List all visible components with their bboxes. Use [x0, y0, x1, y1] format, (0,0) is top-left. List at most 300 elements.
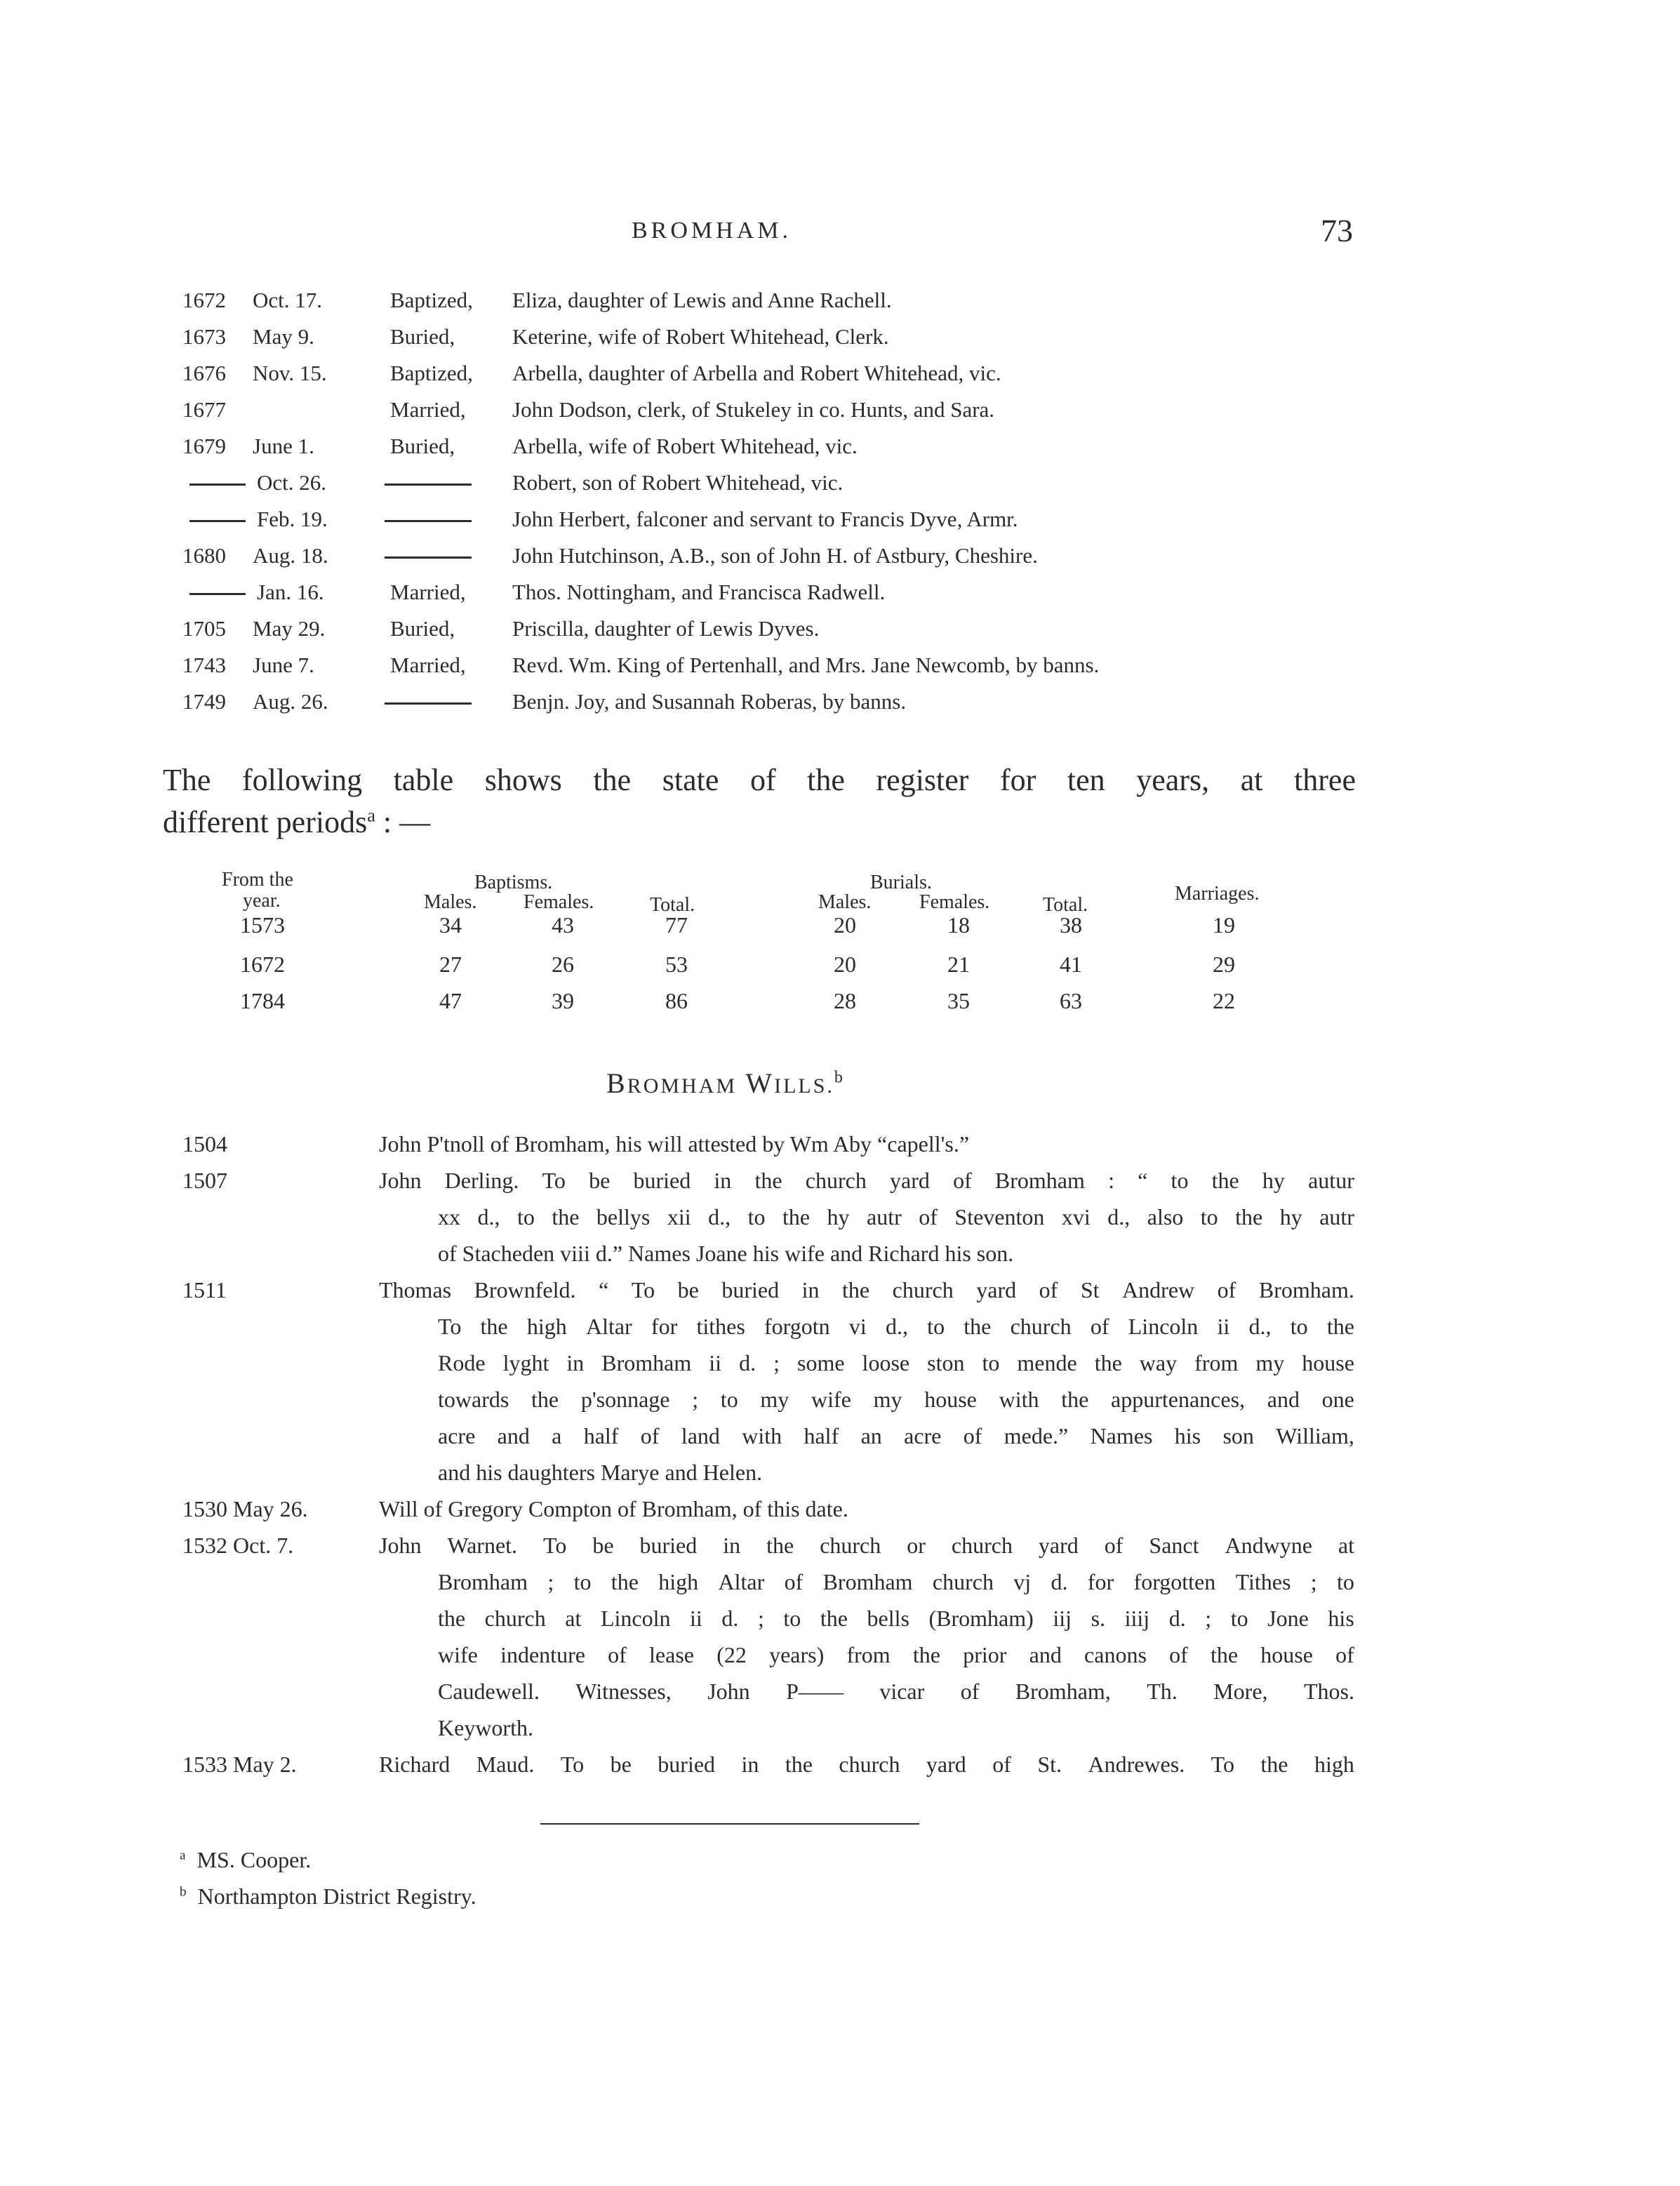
will-word: the [785, 1752, 813, 1777]
register-entry-text: John Hutchinson, A.B., son of John H. of Astbury, Cheshire. [512, 543, 1038, 568]
will-word: the [1326, 1314, 1354, 1339]
will-text [379, 1162, 1354, 1272]
register-row [0, 580, 1680, 616]
table-cell-bap-f: 39 [552, 988, 574, 1013]
will-word: be [610, 1752, 632, 1777]
will-word: yard [976, 1277, 1017, 1302]
ditto-dash [385, 484, 472, 486]
ditto-dash [189, 520, 246, 522]
register-date-text: Nov. 15. [253, 361, 327, 385]
register-date-text: June 1. [253, 434, 314, 458]
will-word: of [953, 1168, 972, 1193]
will-word: Warnet. [447, 1533, 518, 1558]
wills-heading-cap-1: B [606, 1067, 627, 1099]
register-date [253, 434, 314, 459]
ditto-dash [385, 520, 472, 522]
register-date [253, 543, 328, 568]
will-word: be [589, 1168, 611, 1193]
will-word: in [714, 1168, 732, 1193]
will-word: d., [885, 1314, 908, 1339]
will-word: way [1139, 1350, 1178, 1375]
will-word: and [1029, 1642, 1062, 1667]
will-word: to [747, 1204, 766, 1229]
will-word: hy [1262, 1168, 1285, 1193]
will-word: More, [1213, 1679, 1268, 1704]
will-word: in [566, 1350, 585, 1375]
intro-line-1 [163, 759, 1356, 801]
will-word: forgotn [764, 1314, 830, 1339]
will-line: Keyworth. [438, 1715, 533, 1740]
will-word: Brownfeld. [474, 1277, 576, 1302]
will-word: yard [1038, 1533, 1079, 1558]
will-word: d., [1248, 1314, 1272, 1339]
will-line: of Stacheden viii d.” Names Joane his wife and Richard his son. [438, 1241, 1014, 1266]
will-word: of [960, 1679, 980, 1704]
will-word: hy [1279, 1204, 1302, 1229]
col-header-bap-total: Total. [650, 894, 695, 916]
intro-line-2-suffix: : — [375, 805, 431, 839]
will-word: the [1210, 1642, 1239, 1667]
will-word: ; [692, 1387, 699, 1412]
will-word: of [1104, 1533, 1124, 1558]
will-line [379, 1600, 1354, 1637]
table-cell-year: 1573 [240, 912, 285, 938]
will-word: one [1321, 1387, 1354, 1412]
will-word: to [1290, 1314, 1308, 1339]
will-line [379, 1673, 1354, 1710]
will-word: church [1010, 1314, 1072, 1339]
will-word: Rode [438, 1350, 486, 1375]
table-cell-bur-m: 28 [834, 988, 856, 1013]
will-word: my [1255, 1350, 1285, 1375]
register-year: 1743 [182, 653, 226, 677]
will-word: some [796, 1350, 845, 1375]
register-type: Buried, [390, 616, 455, 641]
col-header-bur-females: Females. [919, 891, 990, 913]
table-cell-year: 1784 [240, 988, 285, 1013]
will-word: xvi [1061, 1204, 1091, 1229]
table-cell-mar: 22 [1213, 988, 1235, 1013]
register-entry-text: John Dodson, clerk, of Stukeley in co. Hunts, and Sara. [512, 397, 995, 422]
will-word: the [1061, 1387, 1089, 1412]
will-year: 1504 [182, 1131, 227, 1157]
intro-word: table [393, 763, 454, 797]
table-cell-bap-t: 53 [665, 952, 688, 977]
will-word: “ [599, 1277, 609, 1302]
intro-word: state [662, 763, 719, 797]
will-word: (22 [716, 1642, 747, 1667]
register-type: Baptized, [390, 288, 473, 312]
will-year: 1511 [182, 1277, 227, 1302]
will-word: ; [773, 1350, 780, 1375]
will-word: church [820, 1533, 881, 1558]
will-word: St [1080, 1277, 1100, 1302]
register-date-text: Feb. 19. [257, 507, 328, 531]
will-word: church [839, 1752, 900, 1777]
table-cell-bap-m: 27 [439, 952, 462, 977]
will-word: towards [438, 1387, 509, 1412]
register-date-text: Aug. 18. [253, 543, 328, 568]
will-line [379, 1418, 1354, 1454]
will-word: Lincoln [600, 1606, 671, 1631]
register-type [385, 470, 472, 495]
will-word: to [720, 1387, 738, 1412]
intro-word: for [1000, 763, 1036, 797]
register-type [385, 507, 472, 532]
will-word: Th. [1147, 1679, 1178, 1704]
will-word: vj [1013, 1569, 1032, 1594]
register-entry-text: Arbella, wife of Robert Whitehead, vic. [512, 434, 858, 458]
will-word: in [723, 1533, 741, 1558]
register-type [385, 543, 472, 568]
register-entry-text: John Herbert, falconer and servant to Francis Dyve, Armr. [512, 507, 1018, 531]
will-word: a [552, 1423, 562, 1448]
will-word: of [992, 1752, 1011, 1777]
will-word: tithes [696, 1314, 745, 1339]
will-word: the [912, 1642, 940, 1667]
will-word: lease [649, 1642, 694, 1667]
will-word: of [1039, 1277, 1058, 1302]
will-word: ston [927, 1350, 965, 1375]
register-year: 1749 [182, 689, 226, 714]
will-word: buried [658, 1752, 716, 1777]
will-line [379, 1162, 1354, 1199]
will-word: acre [904, 1423, 942, 1448]
register-date [189, 507, 328, 532]
will-word: John [379, 1533, 422, 1558]
will-word: autur [1308, 1168, 1354, 1193]
register-date-text: Aug. 26. [253, 689, 328, 714]
will-word: church [805, 1168, 867, 1193]
will-word: : [1108, 1168, 1114, 1193]
will-word: mende [1017, 1350, 1077, 1375]
will-word: Altar [718, 1569, 765, 1594]
intro-word: shows [484, 763, 562, 797]
will-word: lyght [502, 1350, 549, 1375]
table-cell-bur-t: 63 [1060, 988, 1082, 1013]
will-word: indenture [500, 1642, 585, 1667]
will-word: canons [1084, 1642, 1147, 1667]
will-word: “ [1138, 1168, 1148, 1193]
will-word: the [611, 1569, 639, 1594]
col-header-from-1: From the [222, 869, 293, 891]
will-word: buried [633, 1168, 691, 1193]
will-word: Tithes [1235, 1569, 1291, 1594]
will-word: Caudewell. [438, 1679, 540, 1704]
will-word: also [1147, 1204, 1184, 1229]
will-word: St. [1037, 1752, 1062, 1777]
will-word: to [1337, 1569, 1354, 1594]
will-line [379, 1381, 1354, 1418]
will-line: Will of Gregory Compton of Bromham, of this date. [379, 1496, 848, 1521]
will-word: church [484, 1606, 546, 1631]
intro-line-2 [163, 801, 1356, 844]
will-word: my [873, 1387, 902, 1412]
will-word: To [560, 1752, 585, 1777]
table-cell-bur-f: 35 [947, 988, 970, 1013]
register-type: Married, [390, 397, 466, 422]
table-cell-bur-f: 21 [947, 952, 970, 977]
table-cell-year: 1672 [240, 952, 285, 977]
register-row [0, 507, 1680, 543]
register-entry-text: Keterine, wife of Robert Whitehead, Clerk. [512, 324, 889, 349]
will-word: p'sonnage [580, 1387, 670, 1412]
page-number: 73 [1321, 213, 1353, 248]
will-text [379, 1272, 1354, 1491]
will-word: iiij [1124, 1606, 1150, 1631]
will-word: vi [848, 1314, 867, 1339]
intro-word: three [1294, 763, 1356, 797]
will-word: be [592, 1533, 614, 1558]
will-word: to [573, 1569, 592, 1594]
will-word: of [1169, 1642, 1188, 1667]
will-line [379, 1308, 1354, 1345]
will-word: the [552, 1204, 580, 1229]
will-word: church [951, 1533, 1013, 1558]
will-word: John [707, 1679, 750, 1704]
will-word: the [782, 1204, 811, 1229]
register-row [0, 653, 1680, 689]
will-word: house [924, 1387, 977, 1412]
register-row [0, 361, 1680, 397]
will-text [379, 1126, 1354, 1162]
will-word: the [766, 1533, 794, 1558]
will-line [379, 1527, 1354, 1564]
register-type: Buried, [390, 324, 455, 349]
will-word: buried [721, 1277, 780, 1302]
wills-heading-rest-1: ROMHAM [627, 1074, 738, 1098]
will-word: years) [769, 1642, 825, 1667]
will-word: in [741, 1752, 759, 1777]
register-row [0, 397, 1680, 434]
will-word: to [783, 1606, 801, 1631]
will-word: Bromham [601, 1350, 692, 1375]
will-word: To [631, 1277, 655, 1302]
will-text [379, 1491, 1354, 1527]
will-word: at [565, 1606, 582, 1631]
will-word: the [1235, 1204, 1263, 1229]
register-date [189, 580, 324, 605]
will-word: buried [639, 1533, 698, 1558]
will-word: land [681, 1423, 720, 1448]
will-word: the [531, 1387, 559, 1412]
will-word: high [526, 1314, 567, 1339]
will-word: Sanct [1149, 1533, 1199, 1558]
table-cell-bur-t: 38 [1060, 912, 1082, 938]
register-row [0, 434, 1680, 470]
will-word: yard [926, 1752, 966, 1777]
table-cell-mar: 19 [1213, 912, 1235, 938]
register-entry-text: Revd. Wm. King of Pertenhall, and Mrs. Jane Newcomb, by banns. [512, 653, 1100, 677]
wills-heading-cap-2: W [745, 1067, 775, 1099]
ditto-dash [189, 593, 246, 595]
will-word: of [608, 1642, 627, 1667]
will-word: an [860, 1423, 882, 1448]
will-word: high [658, 1569, 699, 1594]
will-word: prior [963, 1642, 1007, 1667]
will-word: the [754, 1168, 782, 1193]
footnote-a-marker: a [180, 1848, 186, 1863]
footnote-rule [540, 1823, 919, 1825]
register-date-text: Oct. 26. [257, 470, 327, 495]
intro-word: the [807, 763, 845, 797]
register-row [0, 324, 1680, 361]
will-word: d. [1168, 1606, 1186, 1631]
intro-word: the [593, 763, 632, 797]
will-word: Jone [1267, 1606, 1309, 1631]
register-entry-text: Eliza, daughter of Lewis and Anne Rachell. [512, 288, 892, 312]
will-word: forgotten [1133, 1569, 1216, 1594]
will-year: 1507 [182, 1168, 227, 1193]
will-word: and [497, 1423, 530, 1448]
will-word: Steventon [954, 1204, 1045, 1229]
register-type: Buried, [390, 434, 455, 458]
table-cell-bap-m: 47 [439, 988, 462, 1013]
will-word: my [760, 1387, 789, 1412]
table-cell-bur-f: 18 [947, 912, 970, 938]
register-date-text: May 29. [253, 616, 326, 641]
running-title: BROMHAM. [632, 218, 792, 244]
will-line: and his daughters Marye and Helen. [438, 1460, 763, 1485]
will-word: from [846, 1642, 891, 1667]
register-type: Married, [390, 653, 466, 677]
will-word: bellys [596, 1204, 651, 1229]
wills-heading-rest-2: ILLS. [774, 1074, 834, 1098]
intro-word: of [749, 763, 776, 797]
table-intro-paragraph [163, 759, 1356, 844]
will-word: Altar [585, 1314, 632, 1339]
intro-line-2-text: different periods [163, 805, 368, 839]
table-cell-bur-m: 20 [834, 912, 856, 938]
wills-heading [606, 1067, 845, 1100]
register-entry-text: Arbella, daughter of Arbella and Robert Whitehead, vic. [512, 361, 1001, 385]
will-word: P—— [786, 1679, 844, 1704]
will-word: William, [1276, 1423, 1354, 1448]
intro-word: register [876, 763, 969, 797]
will-word: of [963, 1423, 982, 1448]
will-word: the [820, 1606, 848, 1631]
will-word: the [842, 1277, 870, 1302]
will-word: d., [1107, 1204, 1131, 1229]
will-year: 1532 Oct. 7. [182, 1533, 294, 1558]
will-word: Andrew [1122, 1277, 1195, 1302]
will-word: be [677, 1277, 699, 1302]
col-header-bur-total: Total. [1043, 894, 1088, 916]
will-word: vicar [879, 1679, 925, 1704]
will-word: loose [862, 1350, 910, 1375]
will-word: ii [690, 1606, 702, 1631]
will-line [379, 1746, 1354, 1782]
will-word: autr [867, 1204, 902, 1229]
will-word: the [1260, 1752, 1288, 1777]
will-word: the [480, 1314, 508, 1339]
will-word: To [542, 1168, 566, 1193]
will-word: his [1328, 1606, 1354, 1631]
will-word: in [801, 1277, 820, 1302]
col-header-bur-males: Males. [818, 891, 872, 913]
will-word: of [919, 1204, 938, 1229]
table-cell-bap-f: 43 [552, 912, 574, 938]
will-word: acre [438, 1423, 476, 1448]
will-word: Bromham [994, 1168, 1085, 1193]
will-word: Bromham, [1015, 1679, 1111, 1704]
will-year: 1533 May 2. [182, 1752, 297, 1777]
will-word: for [651, 1314, 678, 1339]
footnote-b [180, 1884, 476, 1910]
intro-word: The [163, 763, 211, 797]
will-word: house [1260, 1642, 1313, 1667]
register-date-text: Oct. 17. [253, 288, 323, 312]
will-word: church [932, 1569, 994, 1594]
table-cell-bur-m: 20 [834, 952, 856, 977]
register-type: Baptized, [390, 361, 473, 385]
register-year: 1673 [182, 324, 226, 349]
table-cell-bap-f: 26 [552, 952, 574, 977]
will-word: (Bromham) [928, 1606, 1034, 1631]
will-line [379, 1272, 1354, 1308]
footnote-marker-b: b [834, 1068, 845, 1087]
will-word: Names [1090, 1423, 1153, 1448]
will-word: To [1211, 1752, 1234, 1777]
col-header-from-2: year. [243, 890, 281, 912]
col-header-burials: Burials. [870, 872, 932, 893]
col-header-bap-females: Females. [524, 891, 594, 913]
will-word: for [1087, 1569, 1114, 1594]
will-word: d. [1051, 1569, 1068, 1594]
footnote-a [180, 1847, 311, 1873]
register-date-text: Jan. 16. [257, 580, 324, 604]
will-word: d. [739, 1350, 756, 1375]
will-word: Witnesses, [575, 1679, 672, 1704]
will-word: son [1222, 1423, 1254, 1448]
will-line [379, 1564, 1354, 1600]
footnote-marker-a: a [367, 804, 375, 826]
will-word: d., [708, 1204, 731, 1229]
will-word: to [1230, 1606, 1248, 1631]
will-word: or [907, 1533, 926, 1558]
will-word: the [438, 1606, 466, 1631]
col-header-bap-males: Males. [424, 891, 477, 913]
will-word: from [1194, 1350, 1239, 1375]
will-word: church [892, 1277, 954, 1302]
will-word: his [1174, 1423, 1201, 1448]
register-entry-text: Benjn. Joy, and Susannah Roberas, by banns. [512, 689, 907, 714]
register-year: 1680 [182, 543, 226, 568]
will-word: of [640, 1423, 660, 1448]
will-word: Lincoln [1128, 1314, 1199, 1339]
will-word: to [927, 1314, 945, 1339]
will-word: mede.” [1004, 1423, 1069, 1448]
will-word: ; [757, 1606, 764, 1631]
will-word: high [1314, 1752, 1354, 1777]
will-word: with [999, 1387, 1039, 1412]
will-word: wife [811, 1387, 851, 1412]
col-header-marriages: Marriages. [1175, 883, 1260, 905]
will-word: Maud. [476, 1752, 535, 1777]
will-word: wife [438, 1642, 478, 1667]
register-date [253, 616, 325, 641]
ditto-dash [385, 557, 472, 559]
will-line [379, 1345, 1354, 1381]
table-cell-mar: 29 [1213, 952, 1235, 977]
register-row [0, 616, 1680, 653]
will-word: to [1171, 1168, 1189, 1193]
will-word: to [1200, 1204, 1218, 1229]
will-text [379, 1527, 1354, 1746]
register-year: 1705 [182, 616, 226, 641]
will-word: Andwyne [1225, 1533, 1312, 1558]
will-word: iij [1053, 1606, 1072, 1631]
